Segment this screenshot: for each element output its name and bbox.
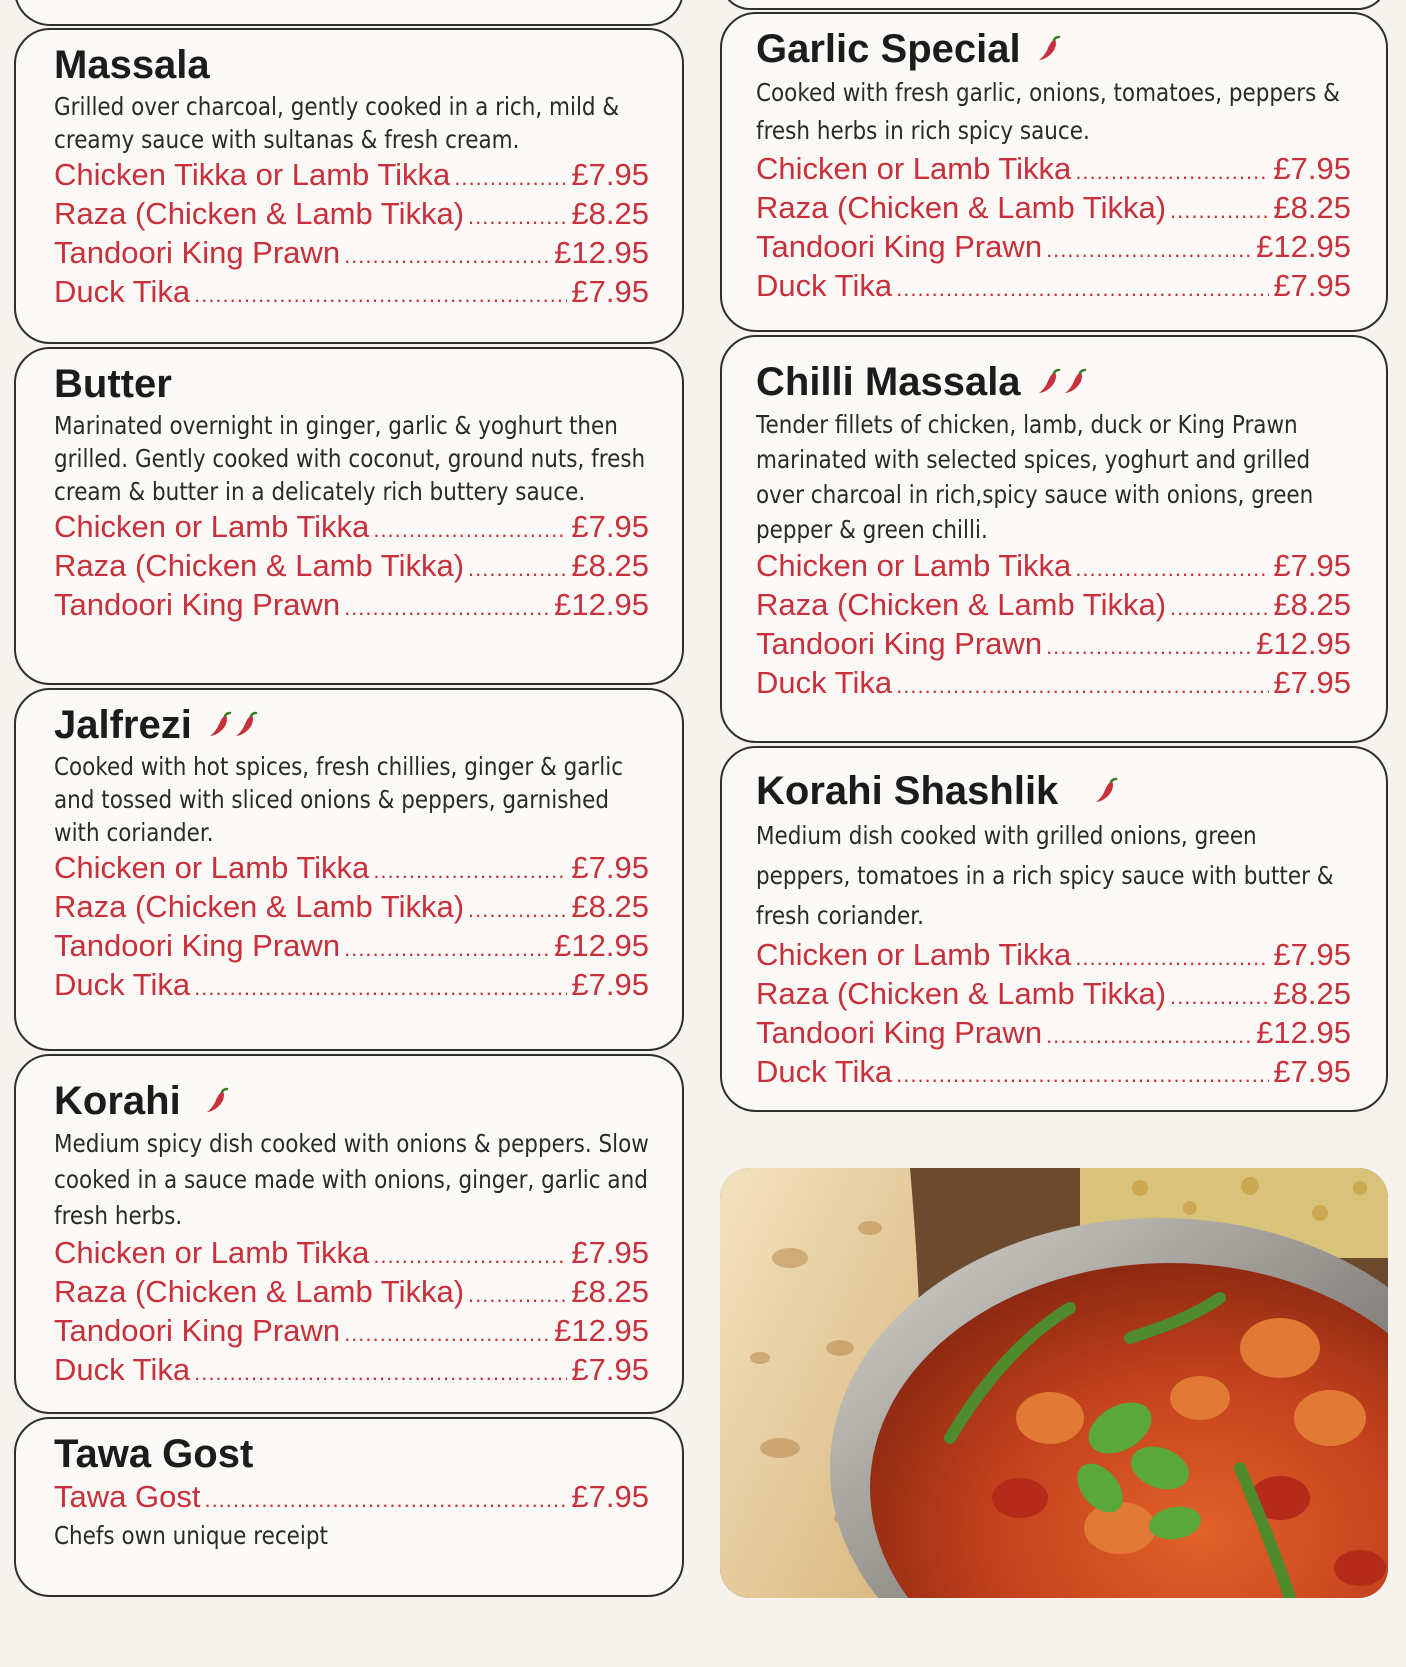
menu-item-price: £7.95 [1273,1054,1351,1089]
menu-item-row [54,196,649,235]
menu-item-row [54,967,649,1006]
section-title: Massala [54,43,210,87]
curry-dish-illustration [720,1168,1388,1598]
section-note: Chefs own unique receipt [54,1521,328,1550]
menu-item-price: £7.95 [571,1235,649,1270]
menu-item-price: £8.25 [571,1274,649,1309]
menu-item-row [54,928,649,967]
dot-leader [468,892,567,928]
dot-leader [344,931,550,967]
menu-item-price: £8.25 [571,548,649,583]
menu-item-row [756,626,1351,665]
menu-item-row [54,1479,649,1518]
section-title: Chilli Massala [756,359,1358,405]
section-jalfrezi [14,688,684,1051]
section-description: Cooked with fresh garlic, onions, tomatoes, peppers & fresh herbs in rich spicy sauce. [756,78,1340,145]
curry-dish-photo [720,1168,1388,1598]
dot-leader [373,853,567,889]
menu-item-price: £8.25 [1273,190,1351,225]
dot-leader [896,668,1269,704]
menu-item-name: Tandoori King Prawn [54,235,341,270]
dot-leader [468,551,567,587]
menu-item-price: £7.95 [571,509,649,544]
section-description: Grilled over charcoal, gently cooked in a rich, mild & creamy sauce with sultanas & fresh cream. [54,92,620,154]
menu-item-row [756,937,1351,976]
dot-leader [454,160,567,196]
menu-item-name: Tandoori King Prawn [54,928,341,963]
dot-leader [896,271,1269,307]
menu-item-row [54,548,649,587]
menu-item-name: Chicken or Lamb Tikka [756,937,1072,972]
menu-item-name: Chicken Tikka or Lamb Tikka [54,157,451,192]
menu-item-name: Raza (Chicken & Lamb Tikka) [756,190,1167,225]
menu-item-name: Duck Tika [756,268,893,303]
menu-item-name: Tandoori King Prawn [54,587,341,622]
dot-leader [373,1238,567,1274]
price-list [54,509,654,626]
menu-item-row [756,976,1351,1015]
dot-leader [194,1355,567,1391]
section-title: Tawa Gost [54,1432,254,1476]
menu-item-price: £12.95 [554,928,649,963]
chili-pepper-icon [1037,368,1061,396]
chili-icon-group [1037,35,1061,63]
menu-item-price: £7.95 [1273,548,1351,583]
menu-item-price: £12.95 [1256,229,1351,264]
section-description: Medium spicy dish cooked with onions & peppers. Slow cooked in a sauce made with onions, ginger, garlic and fresh herbs. [54,1129,649,1230]
previous-section-edge-right [720,0,1388,10]
section-tawa-gost [14,1417,684,1597]
dot-leader [1046,1018,1252,1054]
chili-icon-group [1037,368,1087,396]
menu-item-price: £12.95 [554,587,649,622]
section-korahi-shashlik [720,746,1388,1112]
chili-pepper-icon [234,711,258,739]
dot-leader [468,1277,567,1313]
menu-item-row [756,587,1351,626]
menu-item-name: Tandoori King Prawn [756,1015,1043,1050]
menu-item-name: Tawa Gost [54,1479,201,1514]
dot-leader [373,512,567,548]
dot-leader [1170,193,1269,229]
menu-item-row [756,665,1351,704]
menu-item-price: £12.95 [1256,626,1351,661]
menu-item-row [756,190,1351,229]
menu-item-price: £8.25 [571,889,649,924]
dot-leader [344,1316,550,1352]
dot-leader [194,277,567,313]
section-chilli-massala [720,335,1388,743]
dot-leader [344,590,550,626]
menu-item-name: Raza (Chicken & Lamb Tikka) [756,976,1167,1011]
menu-item-price: £12.95 [1256,1015,1351,1050]
menu-item-row [756,151,1351,190]
menu-item-name: Chicken or Lamb Tikka [54,850,370,885]
menu-item-row [756,1015,1351,1054]
menu-item-row [54,587,649,626]
price-list [756,548,1358,704]
menu-item-name: Tandoori King Prawn [54,1313,341,1348]
menu-item-price: £7.95 [571,1352,649,1387]
dot-leader [1075,551,1269,587]
dot-leader [194,970,567,1006]
previous-section-edge-left [14,0,684,26]
menu-item-name: Chicken or Lamb Tikka [756,151,1072,186]
menu-item-name: Chicken or Lamb Tikka [54,509,370,544]
chili-icon-group [208,711,258,739]
menu-item-row [756,548,1351,587]
chili-icon-group [205,1087,229,1115]
section-title: Garlic Special [756,26,1358,72]
price-list [756,151,1358,307]
section-massala [14,28,684,344]
dot-leader [1046,232,1252,268]
chili-pepper-icon [208,711,232,739]
menu-item-row [54,850,649,889]
menu-item-row [54,157,649,196]
menu-item-name: Duck Tika [54,274,191,309]
menu-item-price: £7.95 [571,274,649,309]
dot-leader [344,238,550,274]
section-garlic-special [720,12,1388,332]
menu-item-price: £7.95 [571,967,649,1002]
dot-leader [1170,979,1269,1015]
dot-leader [468,199,567,235]
menu-item-name: Duck Tika [54,1352,191,1387]
menu-item-name: Duck Tika [54,967,191,1002]
menu-item-name: Tandoori King Prawn [756,626,1043,661]
section-description: Tender fillets of chicken, lamb, duck or King Prawn marinated with selected spices, yoghurt and grilled over charcoal in rich,spicy sauce with onions, green pepper & green chilli. [756,410,1314,544]
dot-leader [1075,154,1269,190]
section-description: Cooked with hot spices, fresh chillies, ginger & garlic and tossed with sliced onions & peppers, garnished with coriander. [54,752,624,847]
menu-item-row [54,1235,649,1274]
menu-item-name: Duck Tika [756,1054,893,1089]
menu-item-price: £8.25 [1273,587,1351,622]
menu-item-name: Duck Tika [756,665,893,700]
menu-item-row [54,1313,649,1352]
menu-item-price: £7.95 [571,1479,649,1514]
menu-item-price: £12.95 [554,235,649,270]
dot-leader [896,1057,1269,1093]
menu-item-name: Raza (Chicken & Lamb Tikka) [756,587,1167,622]
section-title: Butter [54,362,172,406]
chili-pepper-icon [1063,368,1087,396]
menu-item-name: Chicken or Lamb Tikka [756,548,1072,583]
menu-item-price: £7.95 [1273,151,1351,186]
section-korahi [14,1054,684,1414]
menu-item-row [54,1274,649,1313]
menu-item-price: £7.95 [571,850,649,885]
menu-item-name: Raza (Chicken & Lamb Tikka) [54,548,465,583]
menu-item-price: £8.25 [1273,976,1351,1011]
menu-item-price: £7.95 [1273,937,1351,972]
menu-item-row [54,1352,649,1391]
section-title: Jalfrezi [54,702,654,748]
menu-item-price: £7.95 [1273,268,1351,303]
price-list [756,937,1358,1093]
menu-item-price: £8.25 [571,196,649,231]
menu-item-price: £7.95 [571,157,649,192]
chili-pepper-icon [1037,35,1061,63]
chili-pepper-icon [205,1087,229,1115]
dot-leader [1075,940,1269,976]
dot-leader [1170,590,1269,626]
section-butter [14,347,684,685]
menu-item-row [54,509,649,548]
price-list [54,850,654,1006]
menu-item-row [54,235,649,274]
menu-item-name: Raza (Chicken & Lamb Tikka) [54,889,465,924]
price-list [54,157,654,313]
menu-item-price: £12.95 [554,1313,649,1348]
section-title: Korahi Shashlik [756,768,1358,814]
menu-item-name: Chicken or Lamb Tikka [54,1235,370,1270]
menu-item-price: £7.95 [1273,665,1351,700]
price-list [54,1235,654,1391]
dot-leader [1046,629,1252,665]
price-list [54,1479,654,1518]
chili-pepper-icon [1094,777,1118,805]
menu-item-row [54,274,649,313]
section-description: Medium dish cooked with grilled onions, green peppers, tomatoes in a rich spicy sauce with butter & fresh coriander. [756,821,1334,930]
menu-item-row [756,268,1351,307]
section-description: Marinated overnight in ginger, garlic & yoghurt then grilled. Gently cooked with coconut, ground nuts, fresh cream & butter in a delicately rich buttery sauce. [54,411,646,506]
menu-item-row [54,889,649,928]
section-title: Korahi [54,1078,654,1124]
menu-item-name: Tandoori King Prawn [756,229,1043,264]
dot-leader [204,1482,567,1518]
menu-item-name: Raza (Chicken & Lamb Tikka) [54,1274,465,1309]
menu-item-name: Raza (Chicken & Lamb Tikka) [54,196,465,231]
menu-item-row [756,1054,1351,1093]
menu-item-row [756,229,1351,268]
chili-icon-group [1094,777,1118,805]
